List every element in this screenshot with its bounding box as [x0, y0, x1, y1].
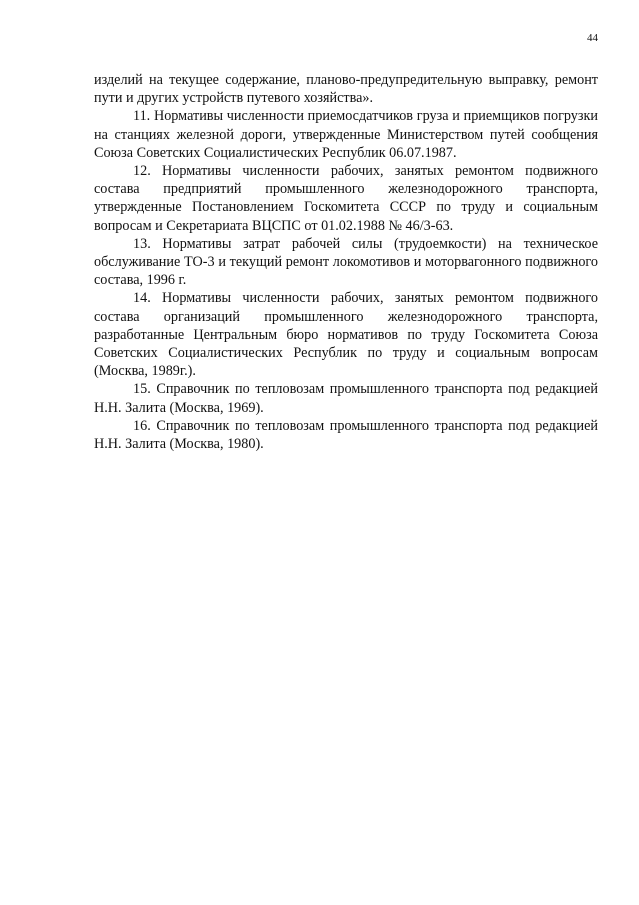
- continuation-paragraph: изделий на текущее содержание, планово-предупредительную выправку, ремонт пути и других устройств путевого хозяйства».: [94, 72, 598, 107]
- document-body: [94, 71, 598, 453]
- reference-item-14: 14. Нормативы численности рабочих, занятых ремонтом подвижного состава организаций промышленного железнодорожного транспорта, разработанные Центральным бюро нормативов по труду Госкомитета Союза Советских Социалистических Республик по труду и социальным вопросам (Москва, 1989г.).: [94, 290, 598, 380]
- reference-item-13: 13. Нормативы затрат рабочей силы (трудоемкости) на техническое обслуживание ТО-3 и текущий ремонт локомотивов и моторвагонного подвижного состава, 1996 г.: [94, 235, 598, 289]
- page-number: 44: [587, 32, 598, 44]
- reference-item-16: 16. Справочник по тепловозам промышленного транспорта под редакцией Н.Н. Залита (Москва, 1980).: [94, 417, 598, 453]
- reference-item-15: 15. Справочник по тепловозам промышленного транспорта под редакцией Н.Н. Залита (Москва, 1969).: [94, 381, 598, 416]
- reference-item-11: 11. Нормативы численности приемосдатчиков груза и приемщиков погрузки на станциях железной дороги, утвержденные Министерством путей сообщения Союза Советских Социалистических Республик 06.07.1987.: [94, 108, 598, 161]
- reference-item-12: 12. Нормативы численности рабочих, занятых ремонтом подвижного состава предприятий промышленного железнодорожного транспорта, утвержденные Постановлением Госкомитета СССР по труду и социальным вопросам и Секретариата ВЦСПС от 01.02.1988 № 46/3-63.: [94, 163, 598, 234]
